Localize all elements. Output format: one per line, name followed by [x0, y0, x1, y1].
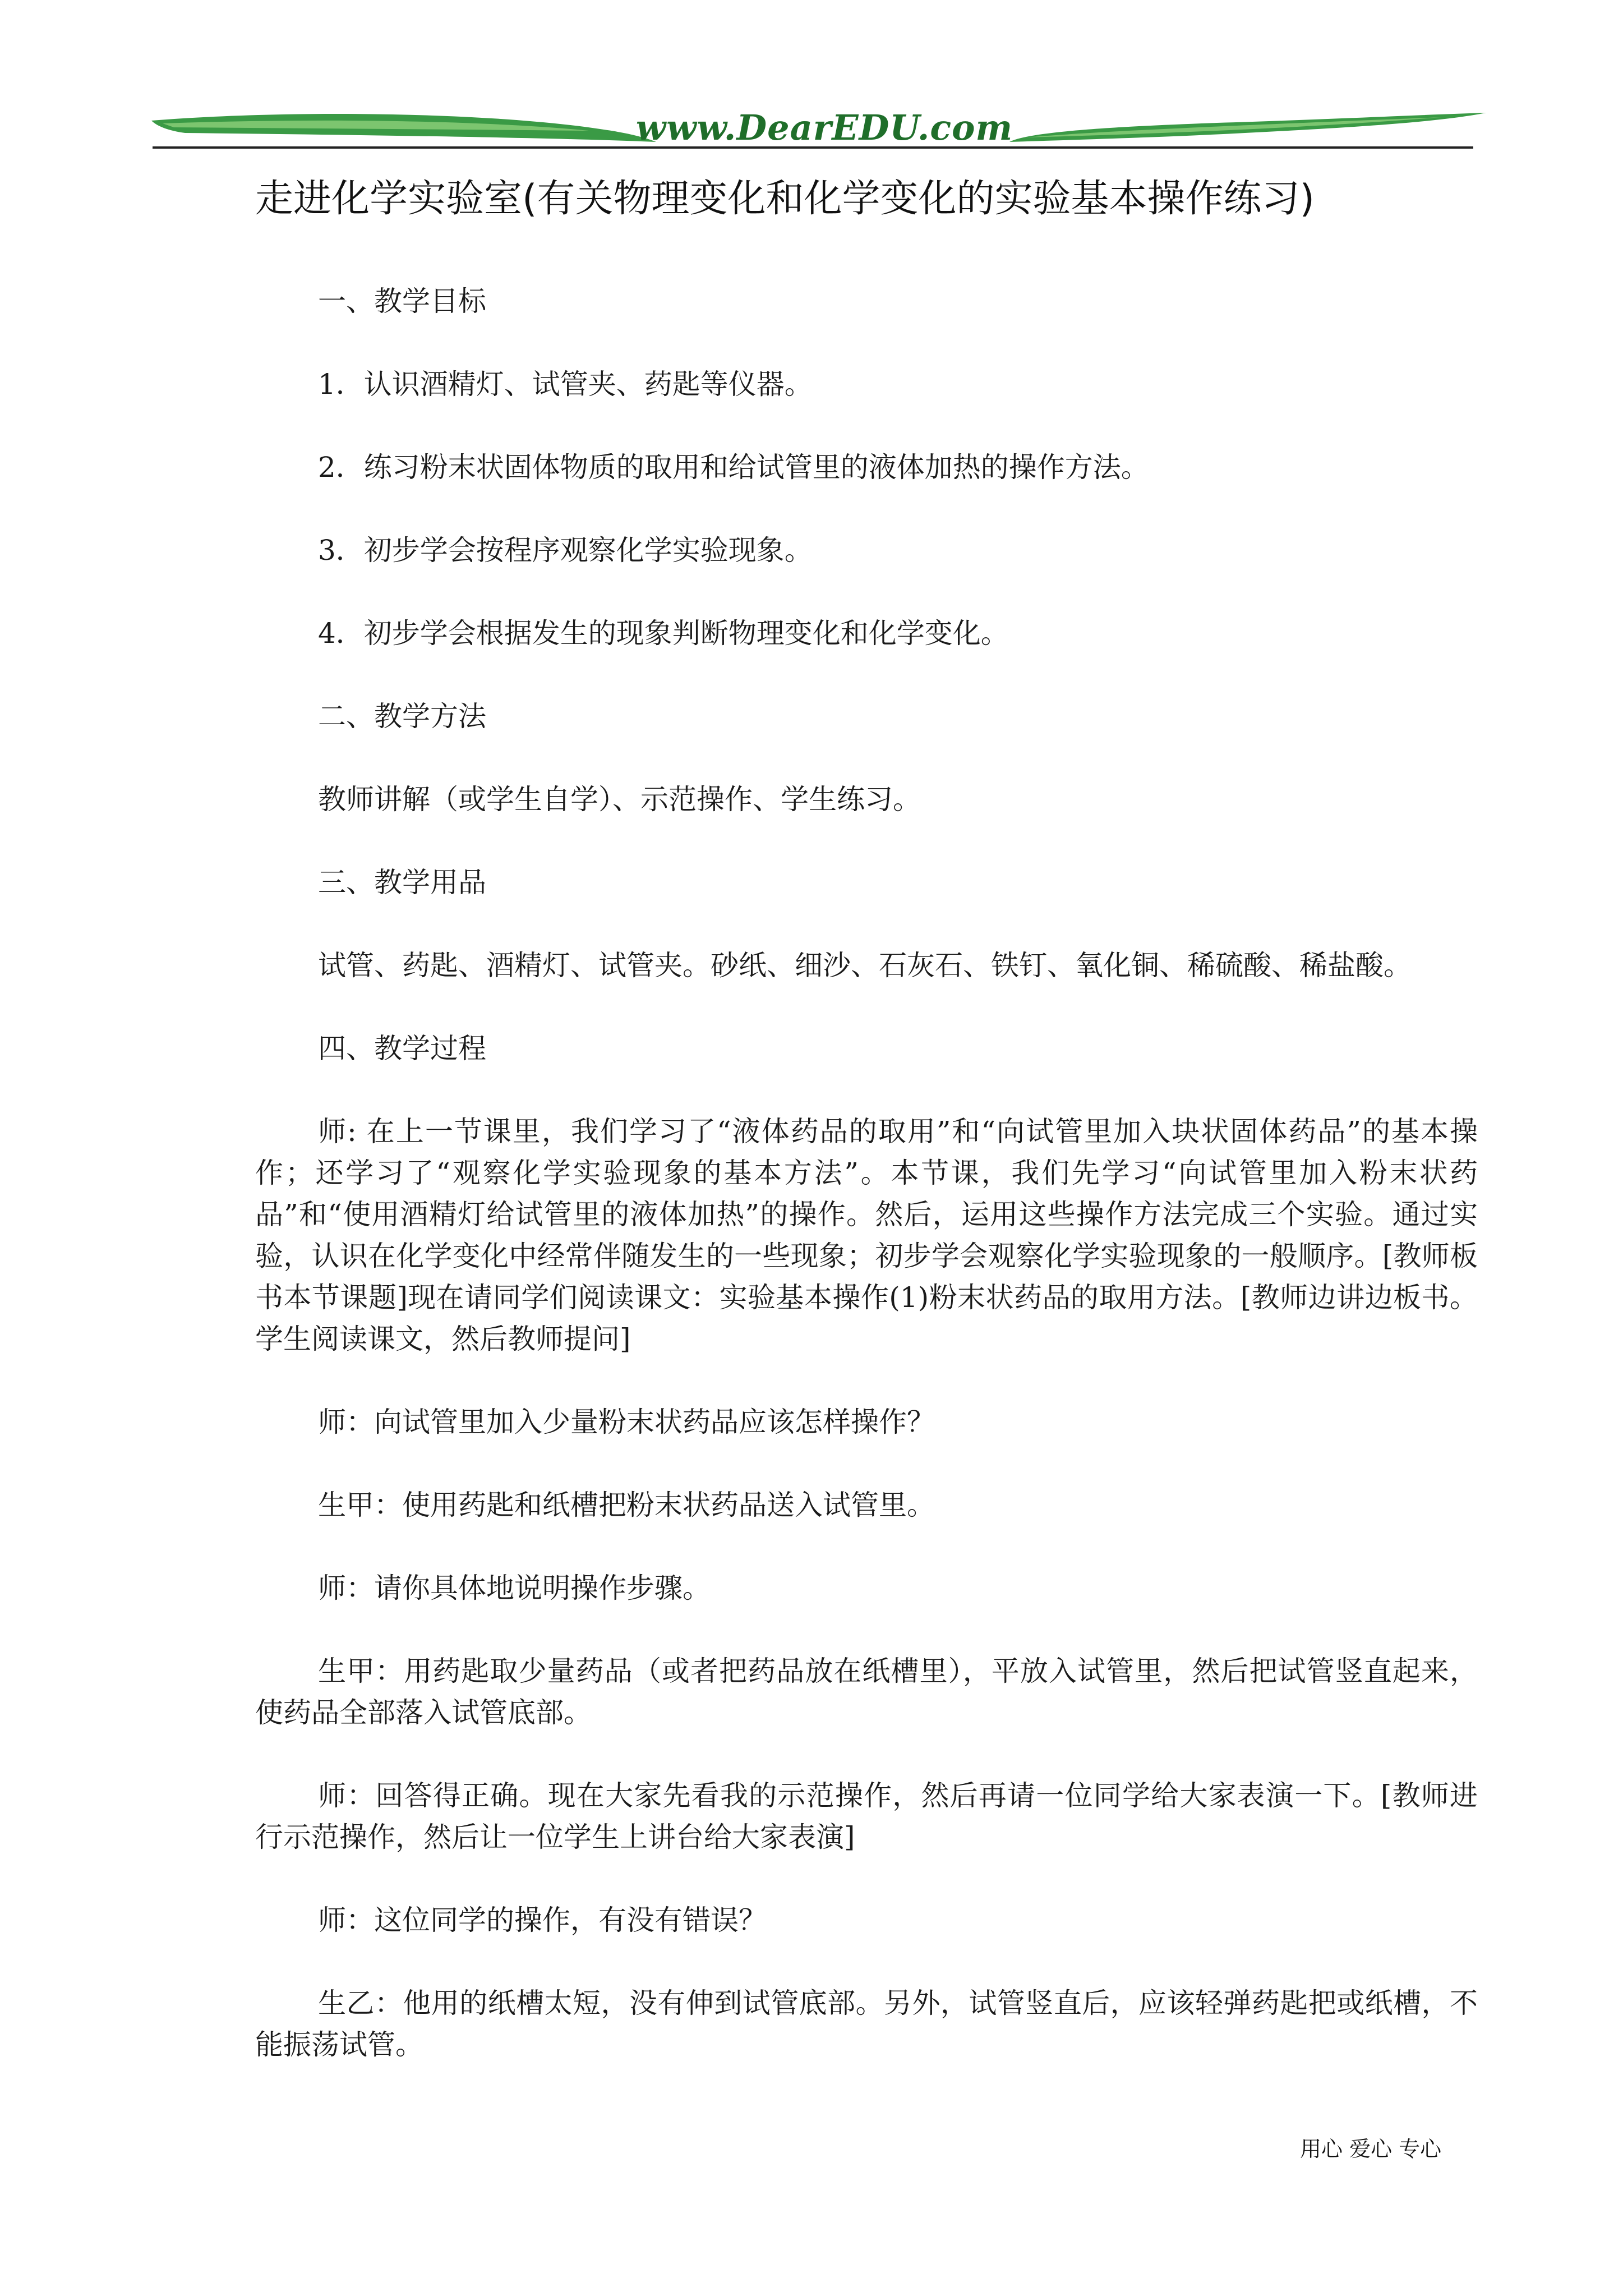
objective-item: 2．练习粉末状固体物质的取用和给试管里的液体加热的操作方法。 — [318, 451, 1149, 484]
section-heading: 一、教学目标 — [318, 285, 486, 318]
section-heading: 三、教学用品 — [318, 866, 486, 899]
paragraph: 师: 在上一节课里，我们学习了“液体药品的取用”和“向试管里加入块状固体药品”的基本操作；还学习了“观察化学实验现象的基本方法”。本节课，我们先学习“向试管里加入粉末状药品”和“使用酒精灯给试管里的液体加热”的操作。然后，运用这些操作方法完成三个实验。通过实验，认识在化学变化中经常伴随发生的一些现象；初步学会观察化学实验现象的一般顺序。[教师板书本节课题]现在请同学们阅读课文：实验基本操作(1)粉末状药品的取用方法。[教师边讲边板书。学生阅读课文，然后教师提问] — [255, 1115, 1478, 1355]
objective-item: 1．认识酒精灯、试管夹、药匙等仪器。 — [318, 368, 813, 401]
page-footer: 用心 爱心 专心 — [1300, 2137, 1442, 2161]
objective-item: 3．初步学会按程序观察化学实验现象。 — [318, 534, 813, 567]
header-divider — [153, 146, 1473, 149]
dialogue-line: 师：回答得正确。现在大家先看我的示范操作，然后再请一位同学给大家表演一下。[教师进行示范操作，然后让一位学生上讲台给大家表演] — [255, 1779, 1478, 1853]
dialogue-line: 生乙：他用的纸槽太短，没有伸到试管底部。另外，试管竖直后，应该轻弹药匙把或纸槽，不能振荡试管。 — [255, 1987, 1478, 2061]
logo-text: www.DearEDU.com — [635, 107, 1013, 148]
header-logo — [151, 98, 1497, 165]
dialogue-line: 生甲：使用药匙和纸槽把粉末状药品送入试管里。 — [318, 1489, 935, 1521]
dialogue-line: 师：请你具体地说明操作步骤。 — [318, 1572, 711, 1604]
paragraph: 试管、药匙、酒精灯、试管夹。砂纸、细沙、石灰石、铁钉、氧化铜、稀硫酸、稀盐酸。 — [318, 949, 1412, 982]
dialogue-line: 生甲：用药匙取少量药品（或者把药品放在纸槽里），平放入试管里，然后把试管竖直起来，使药品全部落入试管底部。 — [255, 1655, 1478, 1729]
document-body — [255, 280, 1478, 2107]
dialogue-line: 师：向试管里加入少量粉末状药品应该怎样操作？ — [318, 1406, 935, 1438]
section-heading: 四、教学过程 — [318, 1032, 486, 1065]
dialogue-line: 师：这位同学的操作，有没有错误？ — [318, 1904, 767, 1936]
page-title: 走进化学实验室(有关物理变化和化学变化的实验基本操作练习) — [255, 177, 1315, 221]
objective-item: 4．初步学会根据发生的现象判断物理变化和化学变化。 — [318, 617, 1009, 650]
section-heading: 二、教学方法 — [318, 700, 486, 733]
paragraph: 教师讲解（或学生自学）、示范操作、学生练习。 — [318, 783, 921, 816]
